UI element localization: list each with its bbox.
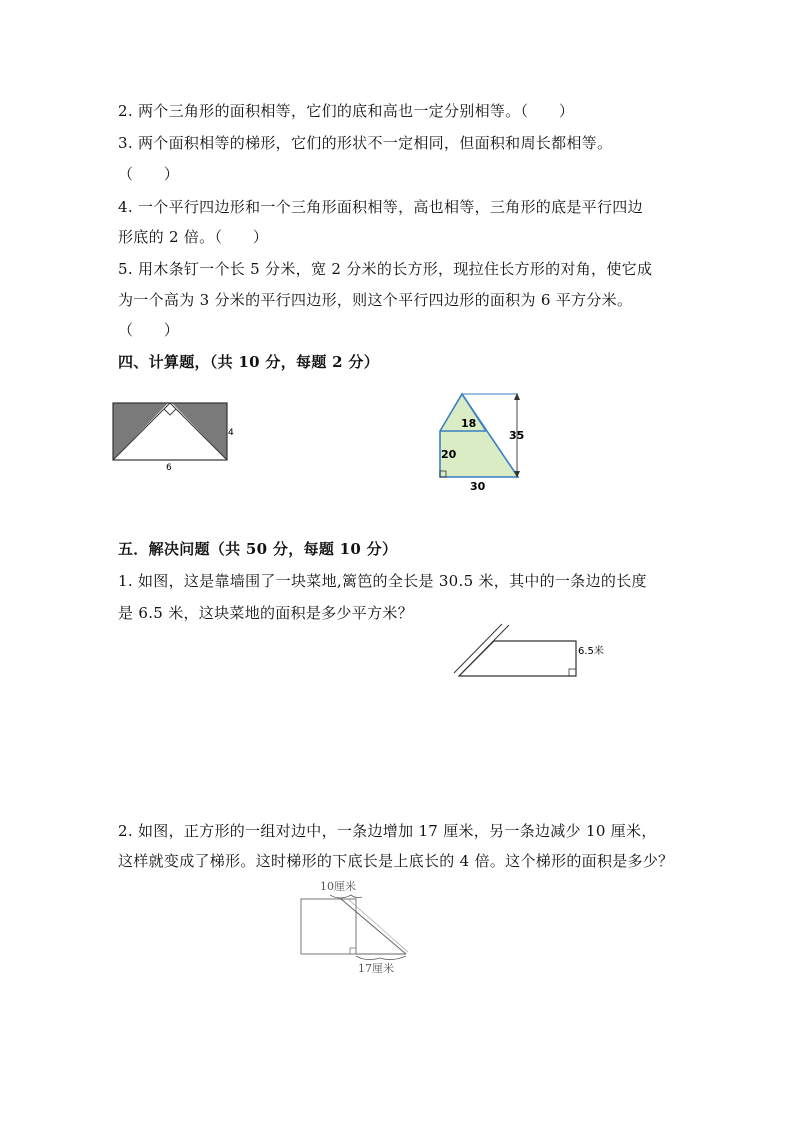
question-3-5-line2: 为一个高为 3 分米的平行四边形，则这个平行四边形的面积为 6 平方分米。: [118, 291, 633, 309]
question-3-5-line1: 5. 用木条钉一个长 5 分米，宽 2 分米的长方形，现拉住长方形的对角，使它成: [118, 260, 653, 278]
square-outline: [301, 899, 356, 954]
question-3-5-blank: （ ）: [118, 321, 180, 339]
question-3-3-blank: （ ）: [118, 165, 180, 183]
plot-outline: [459, 641, 576, 676]
height-label: 4: [228, 428, 234, 438]
trapezoid-slant: [341, 899, 406, 954]
bottom-label: 17厘米: [358, 962, 394, 975]
figure-garden-trapezoid: [452, 623, 622, 683]
bottom-brace: [356, 956, 406, 960]
question-3-2: 2. 两个三角形的面积相等，它们的底和高也一定分别相等。（ ）: [118, 102, 575, 120]
question-3-4-line1: 4. 一个平行四边形和一个三角形面积相等，高也相等，三角形的底是平行四边: [118, 198, 643, 216]
top-label: 18: [461, 417, 477, 430]
base-label: 6: [166, 463, 172, 473]
wall-line-outer: [454, 624, 502, 673]
section-5-heading: 五．解决问题（共 50 分，每题 10 分）: [118, 540, 398, 558]
question-3-4-line2: 形底的 2 倍。（ ）: [118, 228, 269, 246]
side-label: 6.5米: [578, 646, 604, 657]
problem-5-1-line2: 是 6.5 米，这块菜地的面积是多少平方米？: [118, 604, 413, 622]
shaded-region: [440, 394, 518, 477]
right-angle-mark: [164, 409, 176, 415]
figure-rectangle-triangle: [110, 402, 240, 474]
right-angle-mark: [569, 669, 576, 676]
figure-composite-trapezoid: [430, 388, 530, 493]
problem-5-1-line1: 1. 如图，这是靠墙围了一块菜地,篱笆的全长是 30.5 米，其中的一条边的长度: [118, 572, 647, 590]
top-label: 10厘米: [320, 880, 356, 893]
left-label: 20: [441, 448, 457, 461]
base-label: 30: [470, 480, 486, 493]
problem-5-2-line2: 这样就变成了梯形。这时梯形的下底长是上底长的 4 倍。这个梯形的面积是多少？: [118, 852, 674, 870]
height-label: 35: [509, 429, 525, 442]
question-3-3-line1: 3. 两个面积相等的梯形，它们的形状不一定相同，但面积和周长都相等。: [118, 134, 613, 152]
right-angle-mark: [350, 948, 356, 954]
section-4-heading: 四、计算题，（共 10 分，每题 2 分）: [118, 353, 380, 371]
top-brace: [330, 895, 362, 898]
problem-5-2-line1: 2. 如图，正方形的一组对边中，一条边增加 17 厘米，另一条边减少 10 厘米，: [118, 822, 657, 840]
figure-square-trapezoid: [296, 876, 416, 980]
